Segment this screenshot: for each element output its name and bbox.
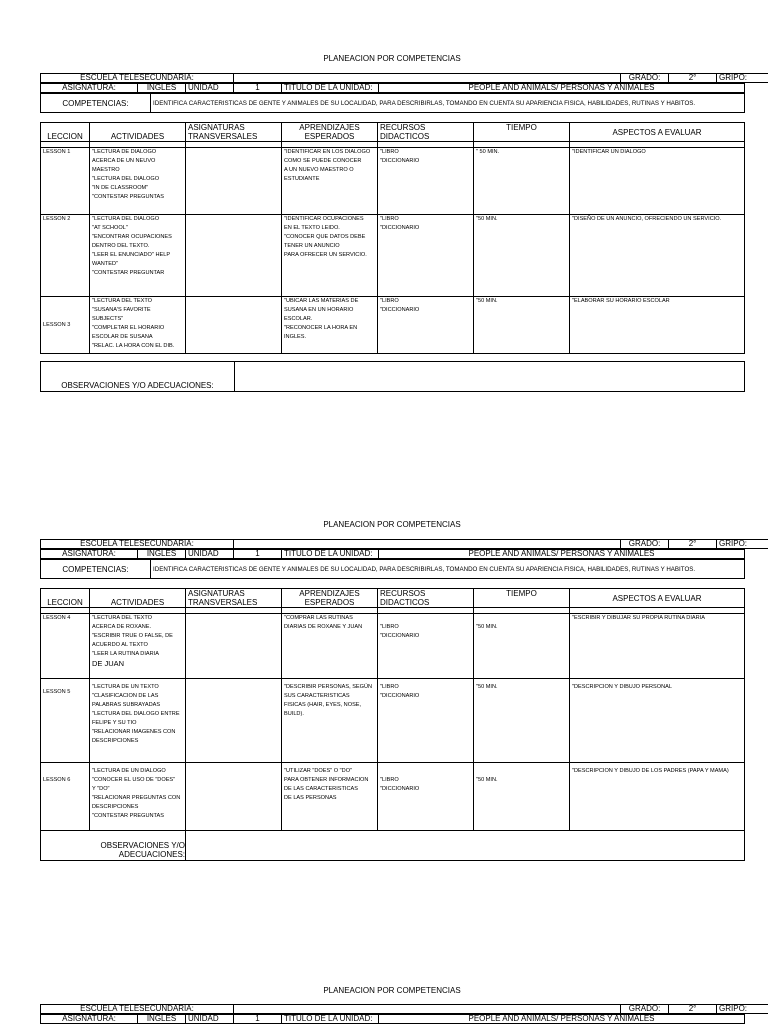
school-label: ESCUELA TELESECUNDARIA: [41,540,234,549]
lesson-row: LESSON 5 "LECTURA DE UN TEXTO "CLASIFICACION DE LAS PALABRAS SUBRAYADAS "LECTURA DEL DIALOGO ENTRE FELIPE Y SU TIO "RELACIONAR IMAGENES CON DESCRIPCIONES "DESCRIBIR PERSONAS, SEGÚN SUS CARACTERISTICAS FISICAS (HAIR, EYES, NOSE, BUILD). "LIBRO "DICCIONARIO "50 MIN. "DESCRIPCION Y DIBUJO PERSONAL [41,679,745,763]
competencies-label: COMPETENCIAS: [41,560,151,579]
col-lesson: LECCION [41,589,90,608]
col-evaluate: ASPECTOS A EVALUAR [570,589,745,608]
col-evaluate: ASPECTOS A EVALUAR [570,123,745,142]
subject-label: ASIGNATURA: [41,550,138,559]
lesson-row: LESSON 1 "LECTURA DE DIALOGO ACERCA DE UN NEUVO MAESTRO "LECTURA DEL DIALOGO "IN DE CLASSROOM" "CONTESTAR PREGUNTAS "IDENTIFICAR EN LOS DIALOGO COMO SE PUEDE CONOCER A UN NUEVO MAESTRO O ESTUDIANTE "LIBRO "DICCIONARIO " 50 MIN. "IDENTIFICAR UN DIALOGO [41,148,745,215]
col-transversal: ASIGNATURAS TRANSVERSALES [186,589,282,608]
group-label: GRIPO: [717,1005,768,1014]
subject-value: INGLES [138,1015,186,1024]
lesson-row: LESSON 3 "LECTURA DEL TEXTO "SUSANA'S FAVORITE SUBJECTS" "COMPLETAR EL HORARIO ESCOLAR DE SUSANA "RELAC. LA HORA CON EL DIB. "UBICAR LAS MATERIAS DE SUSANA EN UN HORARIO ESCOLAR. "RECONOCER LA HORA EN INGLES. "LIBRO "DICCIONARIO "50 MIN. "ELABORAR SU HORARIO ESCOLAR [41,297,745,354]
sheet-title: PLANEACION POR COMPETENCIAS [323,986,461,995]
subject-value: INGLES [138,550,186,559]
unit-value: 1 [234,84,282,93]
unit-title-value: PEOPLE AND ANIMALS/ PERSONAS Y ANIMALES [379,1015,745,1024]
lessons-table [40,122,745,354]
grade-label: GRADO: [621,1005,669,1014]
sheet-title: PLANEACION POR COMPETENCIAS [323,54,461,63]
header-table [40,73,768,83]
lesson-row: LESSON 4 "LECTURA DEL TEXTO ACERCA DE ROXANE. "ESCRIBIR TRUE O FALSE, DE ACUERDO AL TEXTO "LEER LA RUTINA DIARIA DE JUAN "COMPRAR LAS RUTINAS DIARIAS DE ROXANE Y JUAN "LIBRO "DICCIONARIO "50 MIN. "ESCRIBIR Y DIBUJAR SU PROPIA RUTINA DIARIA [41,614,745,679]
col-time: TIEMPO [474,589,570,608]
unit-title-label: TITULO DE LA UNIDAD: [282,1015,379,1024]
group-label: GRIPO: [717,74,768,83]
grade-label: GRADO: [621,74,669,83]
school-label: ESCUELA TELESECUNDARIA: [41,1005,234,1014]
observations-label: OBSERVACIONES Y/O ADECUACIONES: [41,831,186,861]
unit-label: UNIDAD [186,1015,234,1024]
school-label: ESCUELA TELESECUNDARIA: [41,74,234,83]
col-activities: ACTIVIDADES [90,589,186,608]
sheet-title: PLANEACION POR COMPETENCIAS [323,520,461,529]
lessons-table [40,588,745,861]
col-resources: RECURSOS DIDACTICOS [378,589,474,608]
unit-label: UNIDAD [186,550,234,559]
subject-label: ASIGNATURA: [41,84,138,93]
unit-title-value: PEOPLE AND ANIMALS/ PERSONAS Y ANIMALES [379,550,745,559]
subject-value: INGLES [138,84,186,93]
grade-label: GRADO: [621,540,669,549]
lesson-row: LESSON 6 "LECTURA DE UN DIALOGO "CONOCER EL USO DE "DOES" Y "DO" "RELACIONAR PREGUNTAS CON DESCRIPCIONES "CONTESTAR PREGUNTAS "UTILIZAR "DOES" O "DO" PARA OBTENER INFORMACION DE LAS CARACTERISTICAS DE LAS PERSONAS "LIBRO "DICCIONARIO "50 MIN. "DESCRIPCION Y DIBUJO DE LOS PADRES (PAPA Y MAMA) [41,763,745,831]
unit-label: UNIDAD [186,84,234,93]
grade-value: 2° [669,74,717,83]
subject-label: ASIGNATURA: [41,1015,138,1024]
col-activities: ACTIVIDADES [90,123,186,142]
lesson-row: LESSON 2 "LECTURA DEL DIALOGO "AT SCHOOL" "ENCONTRAR OCUPACIONES DENTRO DEL TEXTO. "LEER EL ENUNCIADO" HELP WANTED" "CONTESTAR PREGUNTAR "IDENTIFICAR OCUPACIONES EN EL TEXTO LEIDO. "CONOCER QUE DATOS DEBE TENER UN ANUNCIO PARA OFRECER UN SERVICIO. "LIBRO "DICCIONARIO "50 MIN. "DISEÑO DE UN ANUNCIO, OFRECIENDO UN SERVICIO. [41,215,745,297]
col-time: TIEMPO [474,123,570,142]
col-learnings: APRENDIZAJES ESPERADOS [282,123,378,142]
col-transversal: ASIGNATURAS TRANSVERSALES [186,123,282,142]
group-label: GRIPO: [717,540,768,549]
unit-title-label: TITULO DE LA UNIDAD: [282,84,379,93]
observations-label: OBSERVACIONES Y/O ADECUACIONES: [41,362,235,392]
grade-value: 2° [669,540,717,549]
col-resources: RECURSOS DIDACTICOS [378,123,474,142]
competencies-value: IDENTIFICA CARACTERISTICAS DE GENTE Y ANIMALES DE SU LOCALIDAD, PARA DESCRIBIRLAS, TOMANDO EN CUENTA SU APARIENCIA FISICA, HABILIDADES, RUTINAS Y HABITOS. [151,560,745,579]
unit-value: 1 [234,550,282,559]
grade-value: 2° [669,1005,717,1014]
col-lesson: LECCION [41,123,90,142]
competencies-value: IDENTIFICA CARACTERISTICAS DE GENTE Y ANIMALES DE SU LOCALIDAD, PARA DESCRIBIRLAS, TOMANDO EN CUENTA SU APARIENCIA FISICA, HABILIDADES, RUTINAS Y HABITOS. [151,94,745,113]
col-learnings: APRENDIZAJES ESPERADOS [282,589,378,608]
unit-title-value: PEOPLE AND ANIMALS/ PERSONAS Y ANIMALES [379,84,745,93]
unit-title-label: TITULO DE LA UNIDAD: [282,550,379,559]
unit-value: 1 [234,1015,282,1024]
observations-table [40,361,745,392]
competencies-label: COMPETENCIAS: [41,94,151,113]
